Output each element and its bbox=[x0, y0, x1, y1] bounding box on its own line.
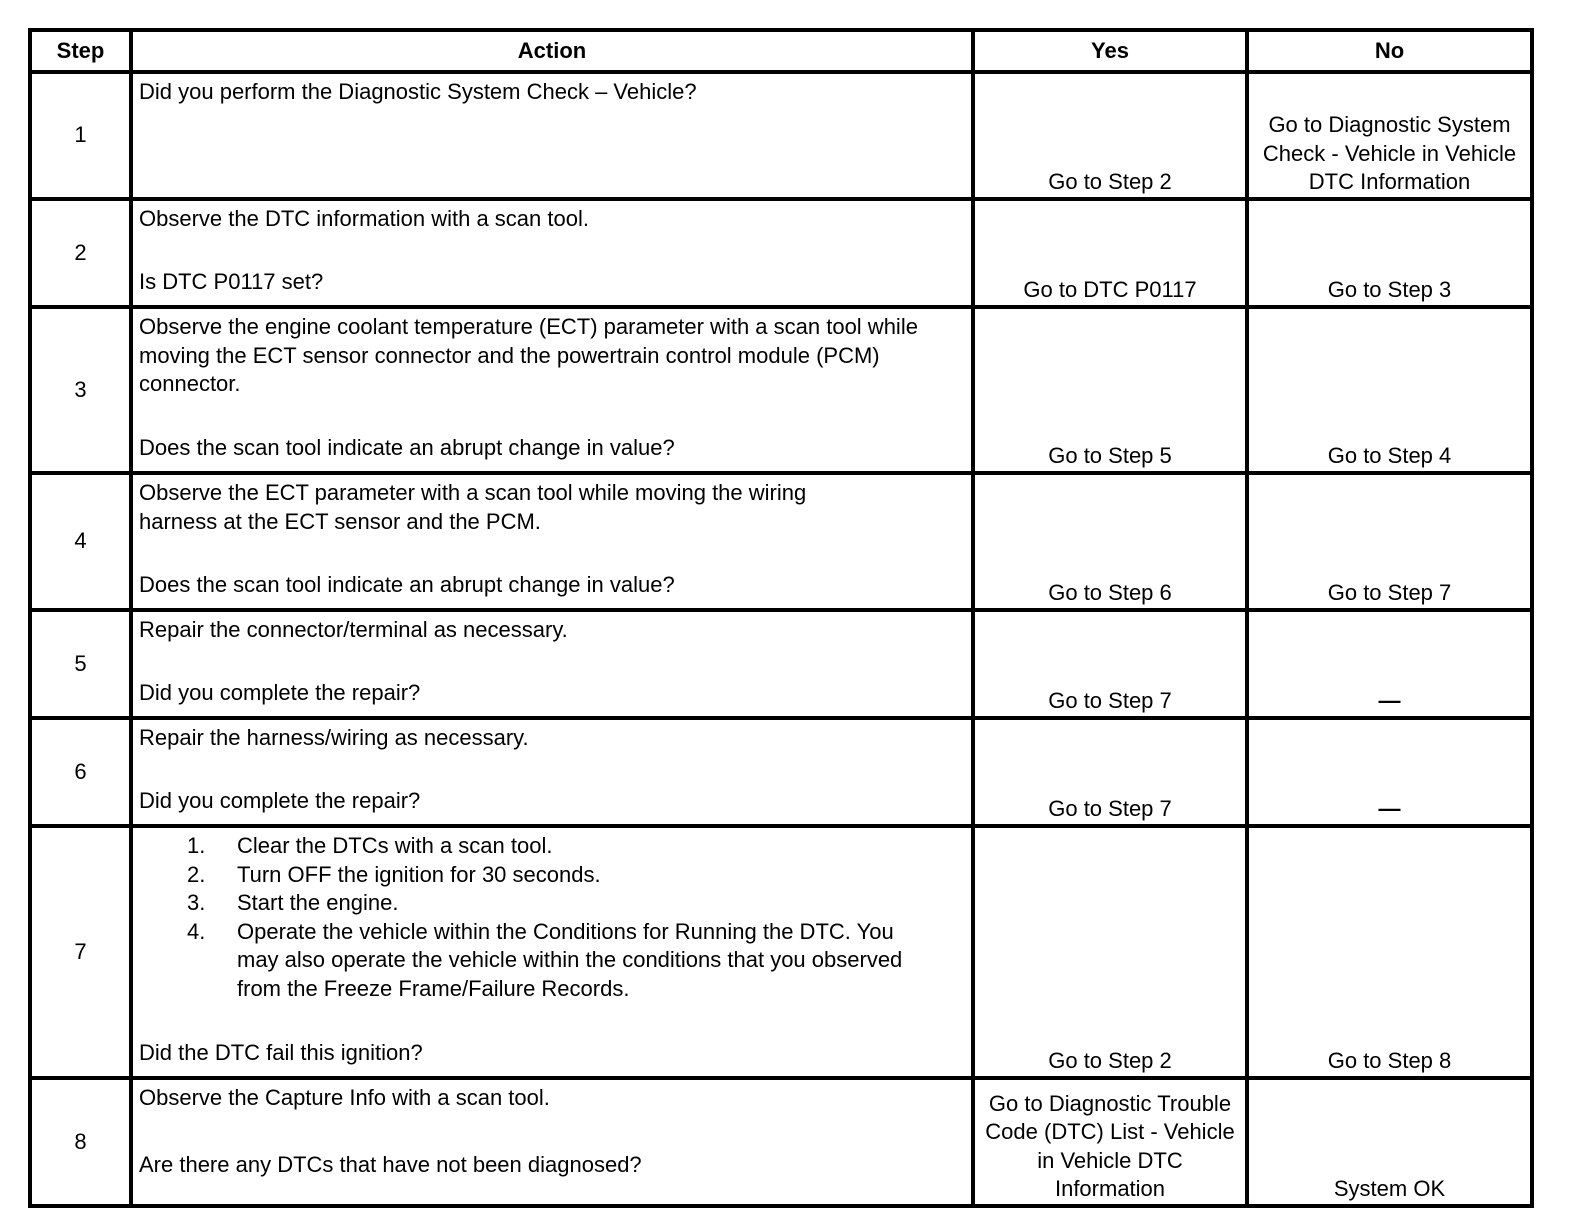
table-row bbox=[30, 718, 1532, 826]
step-number: 5 bbox=[30, 610, 131, 718]
action-text: Observe the ECT parameter with a scan tool while moving the wiring harness at the ECT sensor and the PCM. bbox=[139, 480, 807, 534]
substep-number: 4. bbox=[187, 918, 206, 944]
action-cell bbox=[131, 610, 973, 718]
step-number: 1 bbox=[30, 72, 131, 199]
substep-list bbox=[139, 832, 965, 1004]
action-text: Observe the engine coolant temperature (ECT) parameter with a scan tool while moving the ECT sensor connector and the powertrain control module (PCM) connector. bbox=[139, 314, 918, 397]
action-text: Did you perform the Diagnostic System Check – Vehicle? bbox=[139, 79, 697, 104]
step-number: 8 bbox=[30, 1078, 131, 1206]
no-cell: System OK bbox=[1247, 1078, 1532, 1206]
yes-cell: Go to Step 7 bbox=[973, 718, 1247, 826]
substep-number: 1. bbox=[187, 833, 206, 858]
header-yes: Yes bbox=[973, 30, 1247, 72]
header-action: Action bbox=[131, 30, 973, 72]
action-question: Are there any DTCs that have not been diagnosed? bbox=[139, 1151, 642, 1177]
header-step: Step bbox=[30, 30, 131, 72]
table-row bbox=[30, 72, 1532, 199]
substep-text: Turn OFF the ignition for 30 seconds. bbox=[237, 861, 601, 887]
action-text: Repair the connector/terminal as necessary. bbox=[139, 617, 568, 642]
action-question: Did you complete the repair? bbox=[139, 680, 421, 706]
no-cell: Go to Diagnostic System Check - Vehicle in Vehicle DTC Information bbox=[1247, 72, 1532, 199]
substep-item bbox=[139, 832, 965, 861]
table-row bbox=[30, 826, 1532, 1078]
no-dash: — bbox=[1378, 688, 1401, 714]
action-question: Did the DTC fail this ignition? bbox=[139, 1040, 423, 1066]
yes-cell: Go to Step 2 bbox=[973, 826, 1247, 1078]
step-number: 6 bbox=[30, 718, 131, 826]
substep-number: 2. bbox=[187, 861, 206, 887]
table-row bbox=[30, 307, 1532, 473]
substep-item bbox=[139, 889, 965, 918]
substep-text: Clear the DTCs with a scan tool. bbox=[237, 833, 553, 858]
yes-cell: Go to Step 2 bbox=[973, 72, 1247, 199]
action-cell bbox=[131, 72, 973, 199]
header-row bbox=[30, 30, 1532, 72]
substep-text: Start the engine. bbox=[237, 890, 399, 916]
action-text: Observe the Capture Info with a scan tool. bbox=[139, 1085, 550, 1110]
action-text: Repair the harness/wiring as necessary. bbox=[139, 725, 529, 750]
no-cell: Go to Step 4 bbox=[1247, 307, 1532, 473]
action-cell bbox=[131, 307, 973, 473]
action-cell bbox=[131, 199, 973, 307]
substep-item bbox=[139, 918, 965, 1004]
no-cell bbox=[1247, 718, 1532, 826]
action-cell bbox=[131, 826, 973, 1078]
diagnostic-table bbox=[28, 28, 1534, 1208]
action-question: Does the scan tool indicate an abrupt change in value? bbox=[139, 435, 675, 461]
substep-item bbox=[139, 861, 965, 890]
table-row bbox=[30, 1078, 1532, 1206]
yes-cell: Go to Step 6 bbox=[973, 473, 1247, 610]
no-cell: Go to Step 3 bbox=[1247, 199, 1532, 307]
action-cell bbox=[131, 1078, 973, 1206]
yes-cell: Go to DTC P0117 bbox=[973, 199, 1247, 307]
action-cell bbox=[131, 718, 973, 826]
header-no: No bbox=[1247, 30, 1532, 72]
no-cell: Go to Step 7 bbox=[1247, 473, 1532, 610]
no-dash: — bbox=[1378, 796, 1401, 822]
yes-cell: Go to Step 5 bbox=[973, 307, 1247, 473]
table-row bbox=[30, 473, 1532, 610]
substep-number: 3. bbox=[187, 890, 206, 916]
no-cell bbox=[1247, 610, 1532, 718]
table-row bbox=[30, 199, 1532, 307]
step-number: 2 bbox=[30, 199, 131, 307]
action-question: Does the scan tool indicate an abrupt change in value? bbox=[139, 572, 675, 598]
action-text: Observe the DTC information with a scan tool. bbox=[139, 206, 589, 231]
no-cell: Go to Step 8 bbox=[1247, 826, 1532, 1078]
step-number: 3 bbox=[30, 307, 131, 473]
yes-cell: Go to Diagnostic Trouble Code (DTC) List - Vehicle in Vehicle DTC Information bbox=[973, 1078, 1247, 1206]
action-question: Is DTC P0117 set? bbox=[139, 269, 324, 295]
step-number: 7 bbox=[30, 826, 131, 1078]
step-number: 4 bbox=[30, 473, 131, 610]
yes-cell: Go to Step 7 bbox=[973, 610, 1247, 718]
action-cell bbox=[131, 473, 973, 610]
substep-text: Operate the vehicle within the Conditions for Running the DTC. You may also operate the vehicle within the conditions that you observed from the Freeze Frame/Failure Records. bbox=[237, 918, 903, 1001]
table-row bbox=[30, 610, 1532, 718]
action-question: Did you complete the repair? bbox=[139, 788, 421, 814]
